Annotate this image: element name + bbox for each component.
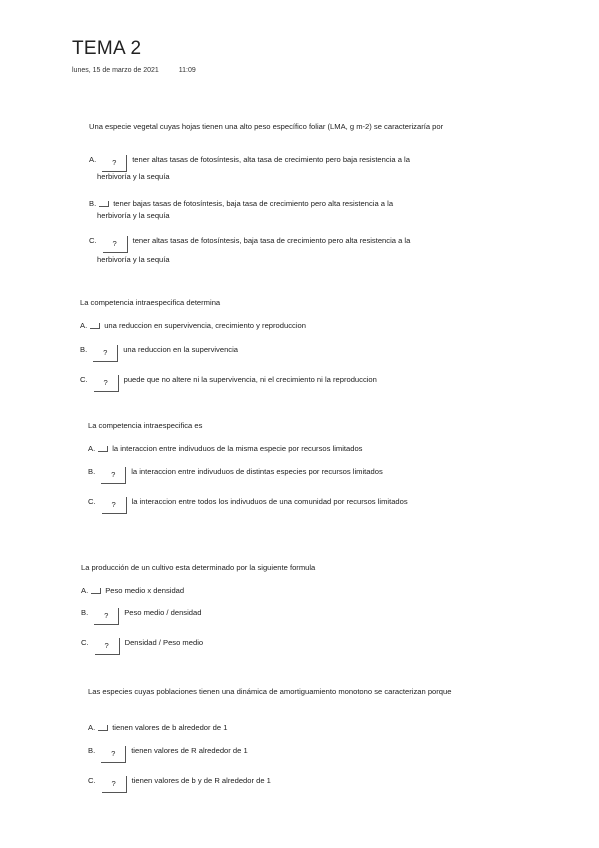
- q1-option-a-cont: [97, 171, 170, 183]
- q5-option-b[interactable]: [88, 745, 248, 763]
- answer-box[interactable]: [90, 323, 100, 329]
- answer-box[interactable]: ?: [94, 608, 119, 625]
- answer-box[interactable]: ?: [101, 746, 126, 763]
- option-text: tener altas tasas de fotosíntesis, alta tasa de crecimiento pero baja resistencia a la: [132, 155, 410, 164]
- question-1: [89, 121, 449, 133]
- option-letter: A.: [80, 321, 88, 330]
- q2-option-c[interactable]: [80, 374, 377, 392]
- option-letter: B.: [89, 199, 97, 208]
- question-3: [88, 420, 202, 432]
- answer-box[interactable]: ?: [93, 345, 118, 362]
- question-4: [81, 562, 315, 574]
- option-letter: C.: [88, 497, 96, 506]
- option-letter: B.: [80, 345, 88, 354]
- option-letter: C.: [88, 776, 96, 785]
- q4-option-a[interactable]: [81, 585, 184, 597]
- q1-option-c[interactable]: [89, 235, 410, 253]
- page-title: TEMA 2: [72, 38, 142, 59]
- question-text: La producción de un cultivo esta determinado por la siguiente formula: [81, 563, 316, 572]
- option-letter: B.: [81, 608, 89, 617]
- option-letter: B.: [88, 467, 96, 476]
- option-letter: C.: [81, 638, 89, 647]
- question-text: La competencia intraespecifica determina: [80, 298, 221, 307]
- option-text: la interaccion entre indivuduos de la misma especie por recursos limitados: [112, 444, 363, 453]
- answer-box[interactable]: ?: [94, 375, 119, 392]
- q4-option-b[interactable]: [81, 607, 201, 625]
- option-text-cont: herbivoría y la sequía: [97, 255, 170, 264]
- answer-box[interactable]: ?: [102, 776, 127, 793]
- q3-option-c[interactable]: [88, 496, 408, 514]
- option-text: Peso medio x densidad: [105, 586, 185, 595]
- option-text: una reduccion en supervivencia, crecimiento y reproduccion: [104, 321, 306, 330]
- option-text: tener bajas tasas de fotosíntesis, baja tasa de crecimiento pero alta resistencia a la: [113, 199, 394, 208]
- page-date: lunes, 15 de marzo de 2021: [72, 67, 159, 74]
- question-text: Las especies cuyas poblaciones tienen una dinámica de amortiguamiento monotono se caracterizan porque: [88, 687, 452, 696]
- q1-option-b[interactable]: [89, 198, 393, 210]
- option-text-cont: herbivoría y la sequía: [97, 211, 170, 220]
- option-text-cont: herbivoría y la sequía: [97, 172, 170, 181]
- question-2: [80, 297, 220, 309]
- option-text: puede que no altere ni la supervivencia, ni el crecimiento ni la reproduccion: [123, 375, 377, 384]
- option-text: tener altas tasas de fotosíntesis, baja tasa de crecimiento pero alta resistencia a la: [132, 236, 411, 245]
- answer-box[interactable]: ?: [102, 497, 127, 514]
- option-text: tienen valores de R alrededor de 1: [131, 746, 248, 755]
- answer-box[interactable]: [98, 725, 108, 731]
- option-text: tienen valores de b y de R alrededor de 1: [131, 776, 271, 785]
- option-text: Peso medio / densidad: [124, 608, 202, 617]
- answer-box[interactable]: ?: [95, 638, 120, 655]
- q4-option-c[interactable]: [81, 637, 203, 655]
- q2-option-b[interactable]: [80, 344, 238, 362]
- q3-option-b[interactable]: [88, 466, 383, 484]
- question-text: La competencia intraespecifica es: [88, 421, 203, 430]
- page-meta: [72, 67, 196, 74]
- option-letter: C.: [80, 375, 88, 384]
- answer-box[interactable]: [99, 201, 109, 207]
- option-letter: A.: [81, 586, 89, 595]
- option-letter: B.: [88, 746, 96, 755]
- q1-option-b-cont: [97, 210, 170, 222]
- option-letter: A.: [88, 723, 96, 732]
- answer-box[interactable]: [91, 588, 101, 594]
- answer-box[interactable]: ?: [101, 467, 126, 484]
- option-text: Densidad / Peso medio: [124, 638, 204, 647]
- option-text: una reduccion en la supervivencia: [123, 345, 239, 354]
- option-letter: A.: [89, 155, 97, 164]
- q1-option-c-cont: [97, 254, 170, 266]
- page-time: 11:09: [178, 67, 196, 74]
- question-5: [88, 686, 458, 698]
- q2-option-a[interactable]: [80, 320, 306, 332]
- q3-option-a[interactable]: [88, 443, 362, 455]
- option-letter: C.: [89, 236, 97, 245]
- q5-option-a[interactable]: [88, 722, 227, 734]
- option-letter: A.: [88, 444, 96, 453]
- answer-box[interactable]: ?: [103, 236, 128, 253]
- q5-option-c[interactable]: [88, 775, 271, 793]
- option-text: la interaccion entre indivuduos de distintas especies por recursos limitados: [131, 467, 383, 476]
- answer-box[interactable]: [98, 446, 108, 452]
- q1-option-a[interactable]: [89, 154, 410, 172]
- question-text: Una especie vegetal cuyas hojas tienen una alto peso específico foliar (LMA, g m-2) se caracterizaría por: [89, 122, 444, 131]
- option-text: la interaccion entre todos los indivuduos de una comunidad por recursos limitados: [131, 497, 408, 506]
- answer-box[interactable]: ?: [102, 155, 127, 172]
- option-text: tienen valores de b alrededor de 1: [112, 723, 228, 732]
